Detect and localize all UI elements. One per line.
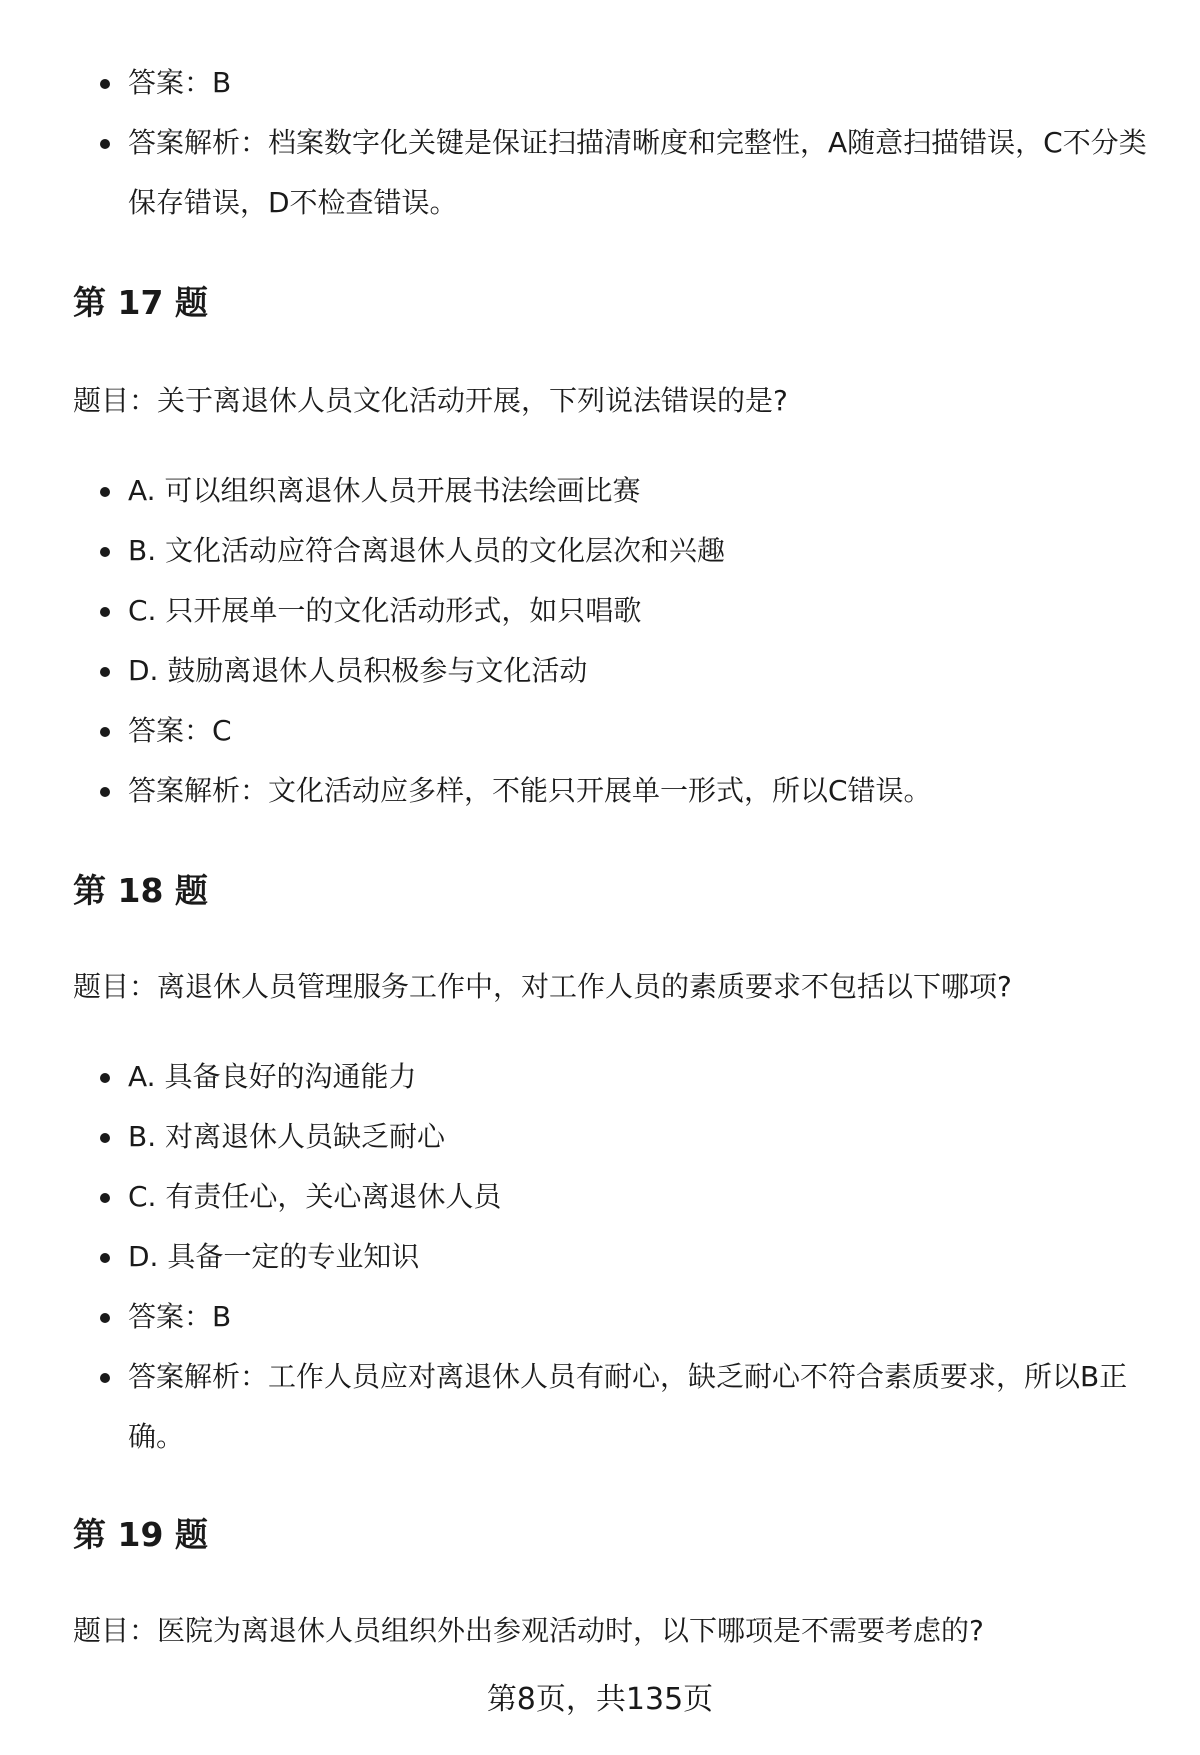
options-list <box>73 1047 1163 1467</box>
explanation-line: 答案解析：文化活动应多样，不能只开展单一形式，所以C错误。 <box>73 761 1163 821</box>
options-list <box>73 461 1163 821</box>
explanation-line: 答案解析：工作人员应对离退休人员有耐心，缺乏耐心不符合素质要求，所以B正确。 <box>73 1347 1163 1467</box>
option-d: D. 鼓励离退休人员积极参与文化活动 <box>73 641 1163 701</box>
option-a: A. 可以组织离退休人员开展书法绘画比赛 <box>73 461 1163 521</box>
page-footer: 第8页，共135页 <box>486 1682 714 1717</box>
answer-line: 答案：B <box>73 1287 1163 1347</box>
question-19 <box>73 1515 1163 1555</box>
answer-line: 答案：B <box>73 53 1163 113</box>
previous-question-tail <box>73 53 1163 233</box>
question-stem: 题目：关于离退休人员文化活动开展，下列说法错误的是? <box>73 384 788 417</box>
question-heading: 第 19 题 <box>73 1515 208 1554</box>
explanation-line: 答案解析：档案数字化关键是保证扫描清晰度和完整性，A随意扫描错误，C不分类保存错误，D不检查错误。 <box>73 113 1163 233</box>
question-17 <box>73 283 1163 323</box>
question-heading: 第 18 题 <box>73 871 208 910</box>
option-b: B. 对离退休人员缺乏耐心 <box>73 1107 1163 1167</box>
option-c: C. 只开展单一的文化活动形式，如只唱歌 <box>73 581 1163 641</box>
question-heading: 第 17 题 <box>73 283 208 322</box>
option-c: C. 有责任心，关心离退休人员 <box>73 1167 1163 1227</box>
option-b: B. 文化活动应符合离退休人员的文化层次和兴趣 <box>73 521 1163 581</box>
option-d: D. 具备一定的专业知识 <box>73 1227 1163 1287</box>
question-stem: 题目：离退休人员管理服务工作中，对工作人员的素质要求不包括以下哪项? <box>73 970 1012 1003</box>
answer-line: 答案：C <box>73 701 1163 761</box>
question-18 <box>73 871 1163 911</box>
option-a: A. 具备良好的沟通能力 <box>73 1047 1163 1107</box>
question-stem: 题目：医院为离退休人员组织外出参观活动时，以下哪项是不需要考虑的? <box>73 1614 984 1647</box>
